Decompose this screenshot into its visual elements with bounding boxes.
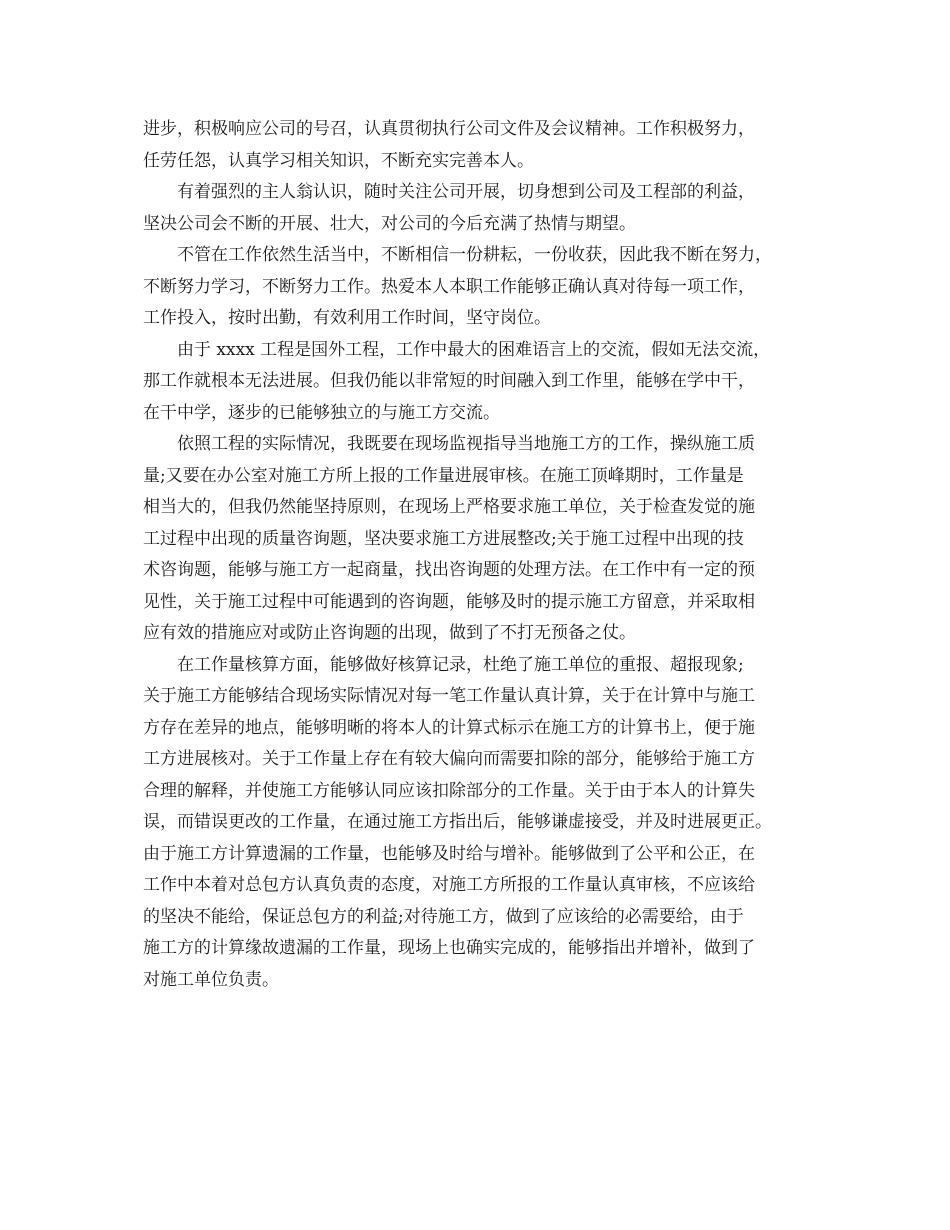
text-line: 方存在差异的地点，能够明晰的将本人的计算式标示在施工方的计算书上，便于施 [143, 717, 755, 738]
paragraph-start-line: 有着强烈的主人翁认识，随时关注公司开展，切身想到公司及工程部的利益， [177, 182, 755, 202]
text-line: 的坚决不能给，保证总包方的利益;对待施工方，做到了应该给的必需要给，由于 [143, 906, 744, 927]
text-line: 工过程中出现的质量咨询题，坚决要求施工方进展整改;关于施工过程中出现的技 [143, 528, 744, 549]
text-line: 工方进展核对。关于工作量上存在有较大偏向而需要扣除的部分，能够给于施工方 [143, 749, 755, 769]
text-line: 坚决公司会不断的开展、壮大，对公司的今后充满了热情与期望。 [143, 213, 636, 234]
body-text [143, 114, 833, 996]
text-line: 量;又要在办公室对施工方所上报的工作量进展审核。在施工顶峰期时，工作量是 [143, 465, 744, 486]
paragraph-start-line: 依照工程的实际情况，我既要在现场监视指导当地施工方的工作，操纵施工质 [177, 434, 755, 454]
text-line: 工作中本着对总包方认真负责的态度，对施工方所报的工作量认真审核，不应该给 [143, 875, 755, 895]
text-line: 那工作就根本无法进展。但我仍能以非常短的时间融入到工作里，能够在学中干， [143, 371, 755, 391]
text-line: 工作投入，按时出勤，有效利用工作时间，坚守岗位。 [143, 308, 551, 328]
text-line: 相当大的，但我仍然能坚持原则，在现场上严格要求施工单位，关于检查发觉的施 [143, 497, 755, 517]
text-line: 不断努力学习，不断努力工作。热爱本人本职工作能够正确认真对待每一项工作， [143, 276, 755, 297]
text-line: 在干中学，逐步的已能够独立的与施工方交流。 [143, 402, 500, 423]
text-line: 误，而错误更改的工作量，在通过施工方指出后，能够谦虚接受，并及时进展更正。 [143, 812, 772, 832]
paragraph-start-line: 由于 xxxx 工程是国外工程，工作中最大的困难语言上的交流，假如无法交流， [177, 339, 771, 360]
text-line: 合理的解释，并使施工方能够认同应该扣除部分的工作量。关于由于本人的计算失 [143, 780, 755, 801]
paragraph-start-line: 在工作量核算方面，能够做好核算记录，杜绝了施工单位的重报、超报现象; [177, 654, 744, 675]
text-line: 见性，关于施工过程中可能遇到的咨询题，能够及时的提示施工方留意，并采取相 [143, 591, 755, 612]
text-line: 术咨询题，能够与施工方一起商量，找出咨询题的处理方法。在工作中有一定的预 [143, 560, 755, 580]
text-line: 由于施工方计算遗漏的工作量，也能够及时给与增补。能够做到了公平和公正，在 [143, 843, 755, 864]
text-line: 进步，积极响应公司的号召，认真贯彻执行公司文件及会议精神。工作积极努力， [143, 119, 755, 139]
text-line: 应有效的措施应对或防止咨询题的出现，做到了不打无预备之仗。 [143, 623, 636, 643]
text-line: 任劳任怨，认真学习相关知识，不断充实完善本人。 [143, 150, 534, 171]
paragraph-start-line: 不管在工作依然生活当中，不断相信一份耕耘，一份收获，因此我不断在努力， [177, 245, 772, 265]
text-line: 关于施工方能够结合现场实际情况对每一笔工作量认真计算，关于在计算中与施工 [143, 686, 755, 706]
text-line: 对施工单位负责。 [143, 969, 279, 990]
text-line: 施工方的计算缘故遗漏的工作量，现场上也确实完成的，能够指出并增补，做到了 [143, 938, 755, 958]
